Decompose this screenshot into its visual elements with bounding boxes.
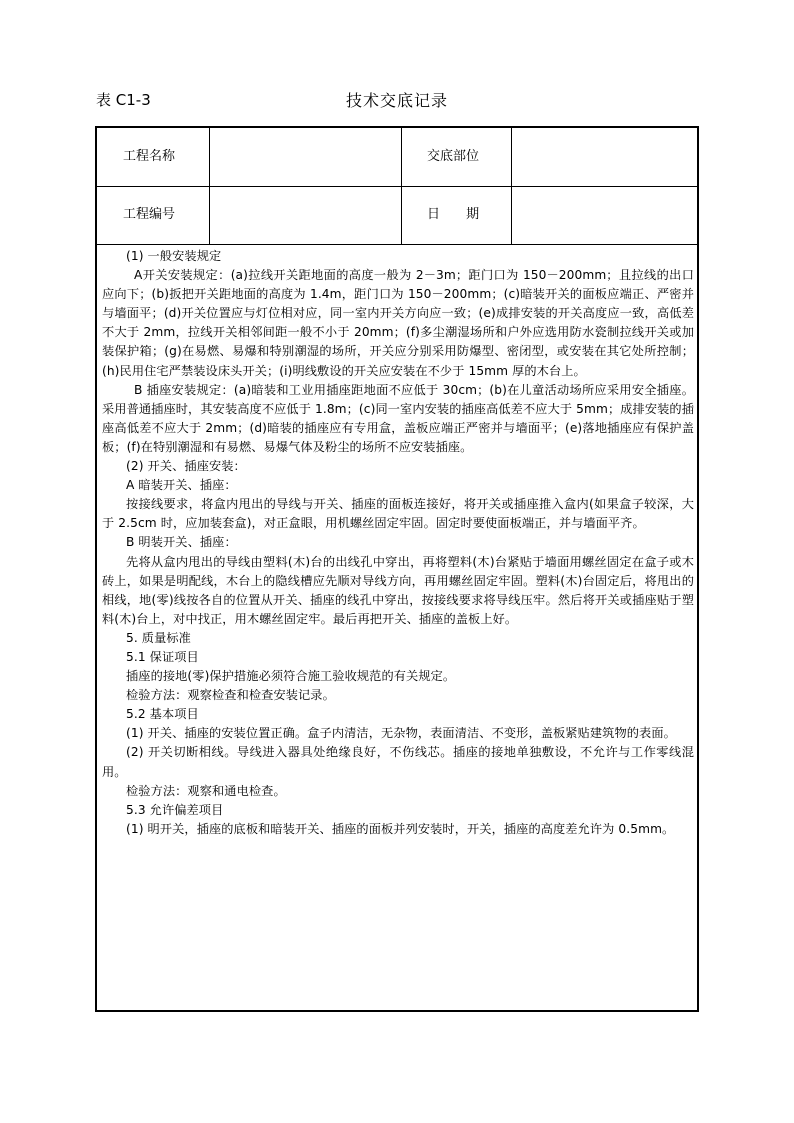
form-code: 表 C1-3 — [96, 91, 151, 109]
subsection-heading: 5.2 基本项目 — [126, 707, 199, 722]
paragraph: (2) 开关切断相线。导线进入器具处绝缘良好，不伤线芯。插座的接地单独敷设，不允许与工作零线混用。 — [102, 745, 694, 779]
paragraph: 先将从盒内甩出的导线由塑料(木)台的出线孔中穿出，再将塑料(木)台紧贴于墙面用螺丝固定在盒子或木砖上，如果是明配线，木台上的隐线槽应先顺对导线方向，再用螺丝固定牢固。塑料(木)台固定后，将甩出的相线，地(零)线按各自的位置从开关、插座的线孔中穿出，按接线要求将导线压牢。然后将开关或插座贴于塑料(木)台上，对中找正，用木螺丝固定牢。最后再把开关、插座的盖板上好。 — [102, 554, 694, 626]
paragraph: (1) 明开关，插座的底板和暗装开关、插座的面板并列安装时，开关，插座的高度差允许为 0.5mm。 — [126, 821, 675, 836]
document-title: 技术交底记录 — [345, 91, 448, 110]
header-row-1 — [97, 128, 697, 187]
column-divider — [401, 128, 402, 244]
paragraph: 插座的接地(零)保护措施必须符合施工验收规范的有关规定。 — [126, 669, 456, 684]
paragraph: 检验方法：观察检查和检查安装记录。 — [126, 688, 335, 703]
paragraph: 按接线要求，将盒内甩出的导线与开关、插座的面板连接好，将开关或插座推入盒内(如果盒子较深，大于 2.5cm 时，应加装套盒)，对正盒眼，用机螺丝固定牢固。固定时要使面板端正，并与墙面平齐。 — [102, 497, 694, 531]
subsection-heading: 5.1 保证项目 — [126, 649, 199, 664]
paragraph: B 插座安装规定：(a)暗装和工业用插座距地面不应低于 30cm；(b)在儿童活动场所应采用安全插座。采用普通插座时，其安装高度不应低于 1.8m；(c)同一室内安装的插座高低差不应大于 5mm；成排安装的插座高低差不应大于 2mm；(d)暗装的插座应有专用盒，盖板应端正严密并与墙面平；(e)落地插座应有保护盖板；(f)在特别潮湿和有易燃、易爆气体及粉尘的场所不应安装插座。 — [102, 382, 694, 454]
paragraph: (1) 开关、插座的安装位置正确。盒子内清洁，无杂物，表面清洁、不变形，盖板紧贴建筑物的表面。 — [126, 726, 676, 741]
column-divider — [511, 128, 512, 244]
subsection-heading: 5.3 允许偏差项目 — [126, 802, 224, 817]
paragraph: 检验方法：观察和通电检查。 — [126, 783, 286, 798]
section-heading: 5. 质量标准 — [126, 630, 191, 645]
project-number-label: 工程编号 — [123, 207, 176, 222]
handover-part-label: 交底部位 — [427, 149, 480, 164]
project-name-label: 工程名称 — [123, 149, 176, 164]
header-row-2 — [97, 186, 697, 245]
column-divider — [209, 128, 210, 244]
section-heading: (1) 一般安装规定 — [126, 249, 222, 263]
handover-record-table — [95, 126, 699, 1012]
date-label: 日 期 — [427, 207, 480, 222]
section-heading: (2) 开关、插座安装： — [126, 459, 246, 474]
handover-content — [102, 247, 694, 839]
subsection-heading: B 明装开关、插座： — [126, 535, 237, 550]
subsection-heading: A 暗装开关、插座： — [126, 478, 237, 493]
paragraph: A开关安装规定：(a)拉线开关距地面的高度一般为 2－3m；距门口为 150－200mm；且拉线的出口应向下；(b)扳把开关距地面的高度为 1.4m，距门口为 150－200mm；(c)暗装开关的面板应端正、严密并与墙面平；(d)开关位置应与灯位相对应，同一室内开关方向应一致；(e)成排安装的开关高度应一致，高低差不大于 2mm，拉线开关相邻间距一般不小于 20mm；(f)多尘潮湿场所和户外应选用防水瓷制拉线开关或加装保护箱；(g)在易燃、易爆和特别潮湿的场所，开关应分别采用防爆型、密闭型，或安装在其它处所控制；(h)民用住宅严禁装设床头开关；(i)明线敷设的开关应安装在不少于 15mm 厚的木台上。 — [102, 268, 694, 378]
